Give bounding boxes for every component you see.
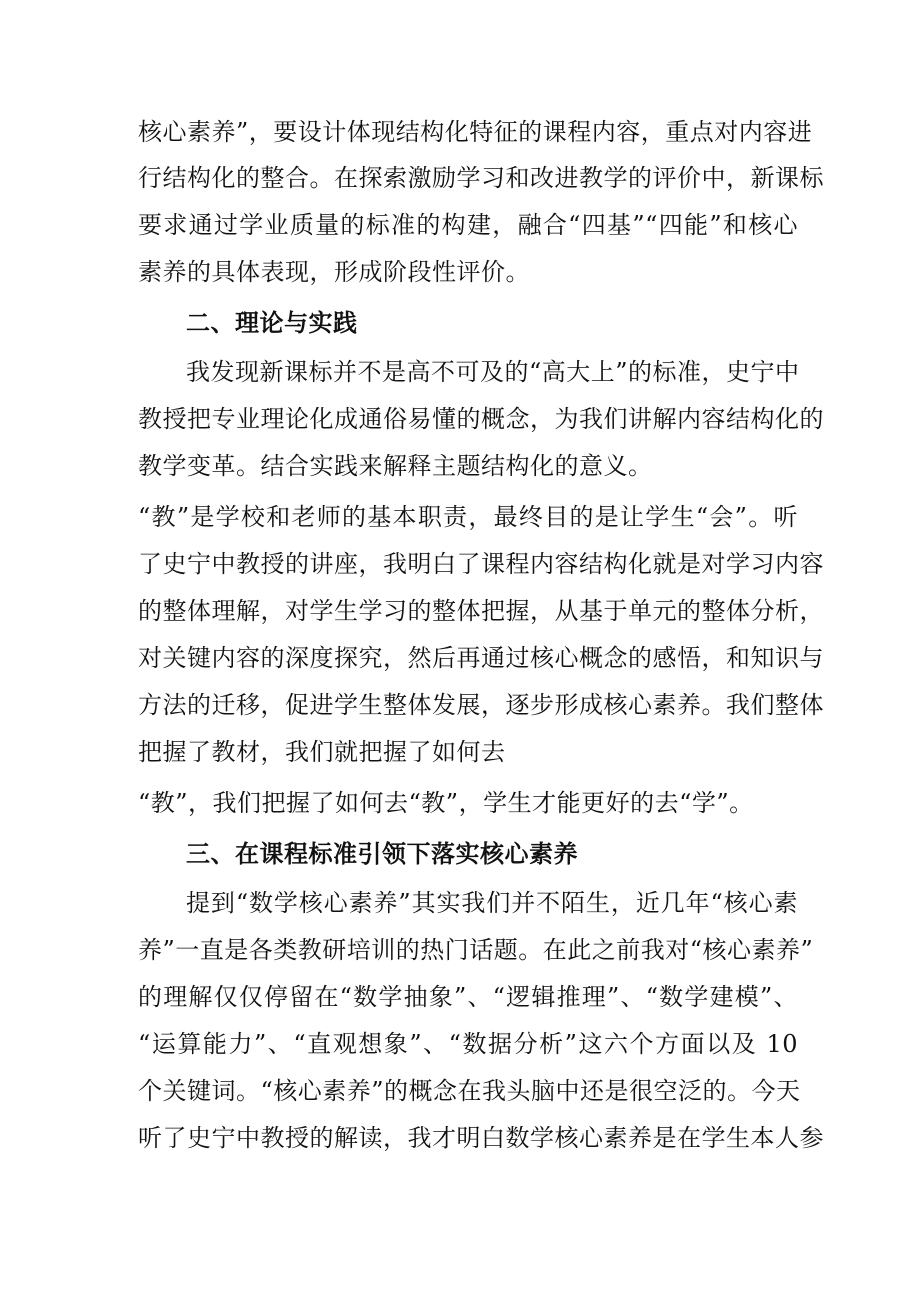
paragraph-line: “教”是学校和老师的基本职责，最终目的是让学生“会”。听	[138, 503, 798, 531]
paragraph-line: 教授把专业理论化成通俗易懂的概念，为我们讲解内容结构化的	[138, 405, 824, 433]
paragraph-line: 提到“数学核心素养”其实我们并不陌生，近几年“核心素	[186, 889, 798, 917]
paragraph-line: 的理解仅仅停留在“数学抽象”、“逻辑推理”、“数学建模”、	[138, 983, 798, 1011]
paragraph-line: 素养的具体表现，形成阶段性评价。	[138, 258, 530, 286]
paragraph-line: “运算能力”、“直观想象”、“数据分析”这六个方面以及 10	[138, 1030, 798, 1058]
paragraph-line: 方法的迁移，促进学生整体发展，逐步形成核心素养。我们整体	[138, 691, 824, 719]
paragraph-line: 行结构化的整合。在探索激励学习和改进教学的评价中，新课标	[138, 164, 824, 192]
paragraph-line: “教”，我们把握了如何去“教”，学生才能更好的去“学”。	[138, 789, 754, 817]
paragraph-line: 的整体理解，对学生学习的整体把握，从基于单元的整体分析，	[138, 597, 824, 625]
paragraph-line: 把握了教材，我们就把握了如何去	[138, 738, 506, 766]
paragraph-line: 教学变革。结合实践来解释主题结构化的意义。	[138, 452, 653, 480]
section-heading: 三、在课程标准引领下落实核心素养	[186, 840, 578, 868]
paragraph-line: 核心素养”，要设计体现结构化特征的课程内容，重点对内容进	[138, 118, 813, 146]
paragraph-line: 个关键词。“核心素养”的概念在我头脑中还是很空泛的。今天	[138, 1077, 801, 1105]
paragraph-line: 听了史宁中教授的解读，我才明白数学核心素养是在学生本人参	[138, 1124, 824, 1152]
paragraph-line: 我发现新课标并不是高不可及的“高大上”的标准，史宁中	[186, 358, 800, 386]
paragraph-line: 要求通过学业质量的标准的构建，融合“四基”“四能”和核心	[138, 211, 798, 239]
paragraph-line: 了史宁中教授的讲座，我明白了课程内容结构化就是对学习内容	[138, 550, 824, 578]
paragraph-line: 养”一直是各类教研培训的热门话题。在此之前我对“核心素养”	[138, 936, 814, 964]
paragraph-line: 对关键内容的深度探究，然后再通过核心概念的感悟，和知识与	[138, 644, 824, 672]
section-heading: 二、理论与实践	[186, 309, 358, 337]
